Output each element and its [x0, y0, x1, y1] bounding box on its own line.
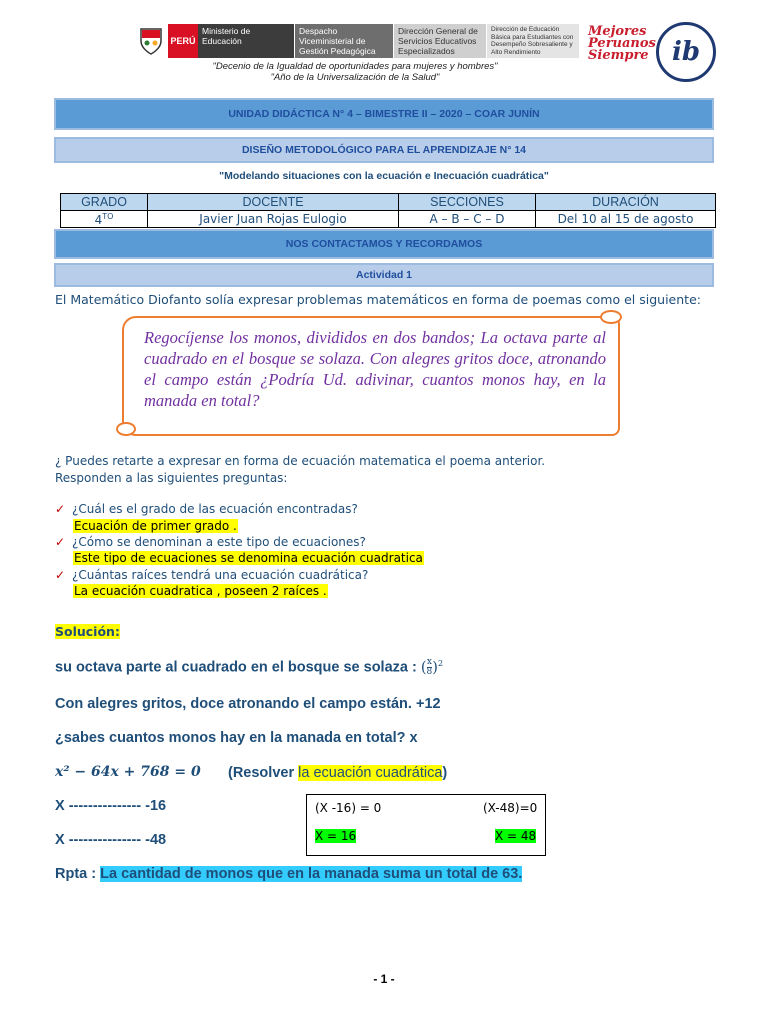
- check-icon: ✓: [55, 535, 66, 549]
- motto-ano: "Año de la Universalización de la Salud": [270, 72, 440, 83]
- roots-box: [306, 794, 546, 856]
- poem-text: Regocíjense los monos, divididos en dos bandos; La octava parte al cuadrado en el bosque se solaza. Con alegres gritos doce, atronando el campo están ¿Podría Ud. adivinar, cuantos monos hay, en la manada en total?: [144, 328, 606, 410]
- direccion-basica-label: Dirección de Educación Básica para Estudiantes con Desempeño Sobresaliente y Alto Rendimiento: [487, 24, 579, 58]
- quadratic-equation: x² − 64x + 768 = 0: [55, 764, 201, 780]
- cell-duracion: Del 10 al 15 de agosto: [536, 211, 716, 228]
- ib-logo-text: ib: [671, 37, 701, 67]
- box-factor-2: (X-48)=0: [483, 801, 538, 815]
- answer-3: La ecuación cuadratica , poseen 2 raíces .: [74, 584, 327, 598]
- solution-line-1: su octava parte al cuadrado en el bosque se solaza : ($\frac{x}{8}$ )$^2$: [55, 657, 444, 677]
- factor-1: X --------------- -16: [55, 798, 167, 814]
- resolver-text: (Resolver la ecuación cuadrática): [228, 765, 448, 781]
- final-answer: La cantidad de monos que en la manada suma un total de 63.: [100, 866, 523, 882]
- header-secciones: SECCIONES: [399, 194, 536, 211]
- contactamos-banner: NOS CONTACTAMOS Y RECORDAMOS: [54, 229, 714, 259]
- solution-line-2: Con alegres gritos, doce atronando el campo están. +12: [55, 696, 441, 712]
- despacho-label: Despacho Viceministerial de Gestión Pedagógica: [295, 24, 393, 58]
- scroll-curl-icon: [600, 310, 622, 324]
- question-1: ¿Cuál es el grado de las ecuación encontradas?: [72, 502, 358, 516]
- unidad-banner: UNIDAD DIDÁCTICA N° 4 – BIMESTRE II – 2020 – COAR JUNÍN: [54, 98, 714, 130]
- cell-grado: $4^{TO}$: [61, 211, 148, 228]
- intro-text: El Matemático Diofanto solía expresar problemas matemáticos en forma de poemas como el siguiente:: [55, 292, 701, 307]
- header-docente: DOCENTE: [148, 194, 399, 211]
- question-3: ¿Cuántas raíces tendrá una ecuación cuadrática?: [72, 568, 369, 582]
- check-icon: ✓: [55, 502, 66, 516]
- question-2: ¿Cómo se denominan a este tipo de ecuaciones?: [72, 535, 366, 549]
- solution-label: Solución:: [55, 624, 120, 639]
- peru-coat-of-arms-icon: [136, 26, 166, 56]
- header-duracion: DURACIÓN: [536, 194, 716, 211]
- mejores-peruanos-logo: Mejores Peruanos Siempre: [588, 24, 656, 63]
- info-table: [60, 193, 716, 228]
- session-subtitle: "Modelando situaciones con la ecuación e Inecuación cuadrática": [219, 170, 549, 182]
- prompt-1: ¿ Puedes retarte a expresar en forma de ecuación matematica el poema anterior.: [55, 454, 546, 468]
- cell-docente: Javier Juan Rojas Eulogio: [148, 211, 399, 228]
- motto-decenio: "Decenio de la Igualdad de oportunidades para mujeres y hombres": [212, 61, 498, 72]
- direccion-general-label: Dirección General de Servicios Educativos Especializados: [394, 24, 486, 58]
- solution-line-3: ¿sabes cuantos monos hay en la manada en total? x: [55, 730, 418, 746]
- factor-2: X --------------- -48: [55, 832, 167, 848]
- scroll-curl-icon: [116, 422, 136, 436]
- actividad-banner: Actividad 1: [54, 263, 714, 287]
- peru-logo: PERÚ: [168, 24, 198, 58]
- root-1: X = 16: [315, 829, 357, 843]
- check-icon: ✓: [55, 568, 66, 582]
- box-factor-1: (X -16) = 0: [315, 801, 382, 815]
- answer-line: Rpta : La cantidad de monos que en la manada suma un total de 63.: [55, 866, 523, 882]
- prompt-2: Responden a las siguientes preguntas:: [55, 471, 288, 485]
- ib-logo: [656, 22, 716, 82]
- root-2: X = 48: [495, 829, 537, 843]
- answer-1: Ecuación de primer grado .: [74, 519, 237, 533]
- diseno-banner: DISEÑO METODOLÓGICO PARA EL APRENDIZAJE N° 14: [54, 137, 714, 163]
- ministerio-label: Ministerio de Educación: [198, 24, 294, 58]
- page-number: - 1 -: [373, 972, 395, 986]
- cell-secciones: A – B – C – D: [399, 211, 536, 228]
- answer-2: Este tipo de ecuaciones se denomina ecuación cuadratica: [74, 551, 423, 565]
- header-grado: GRADO: [61, 194, 148, 211]
